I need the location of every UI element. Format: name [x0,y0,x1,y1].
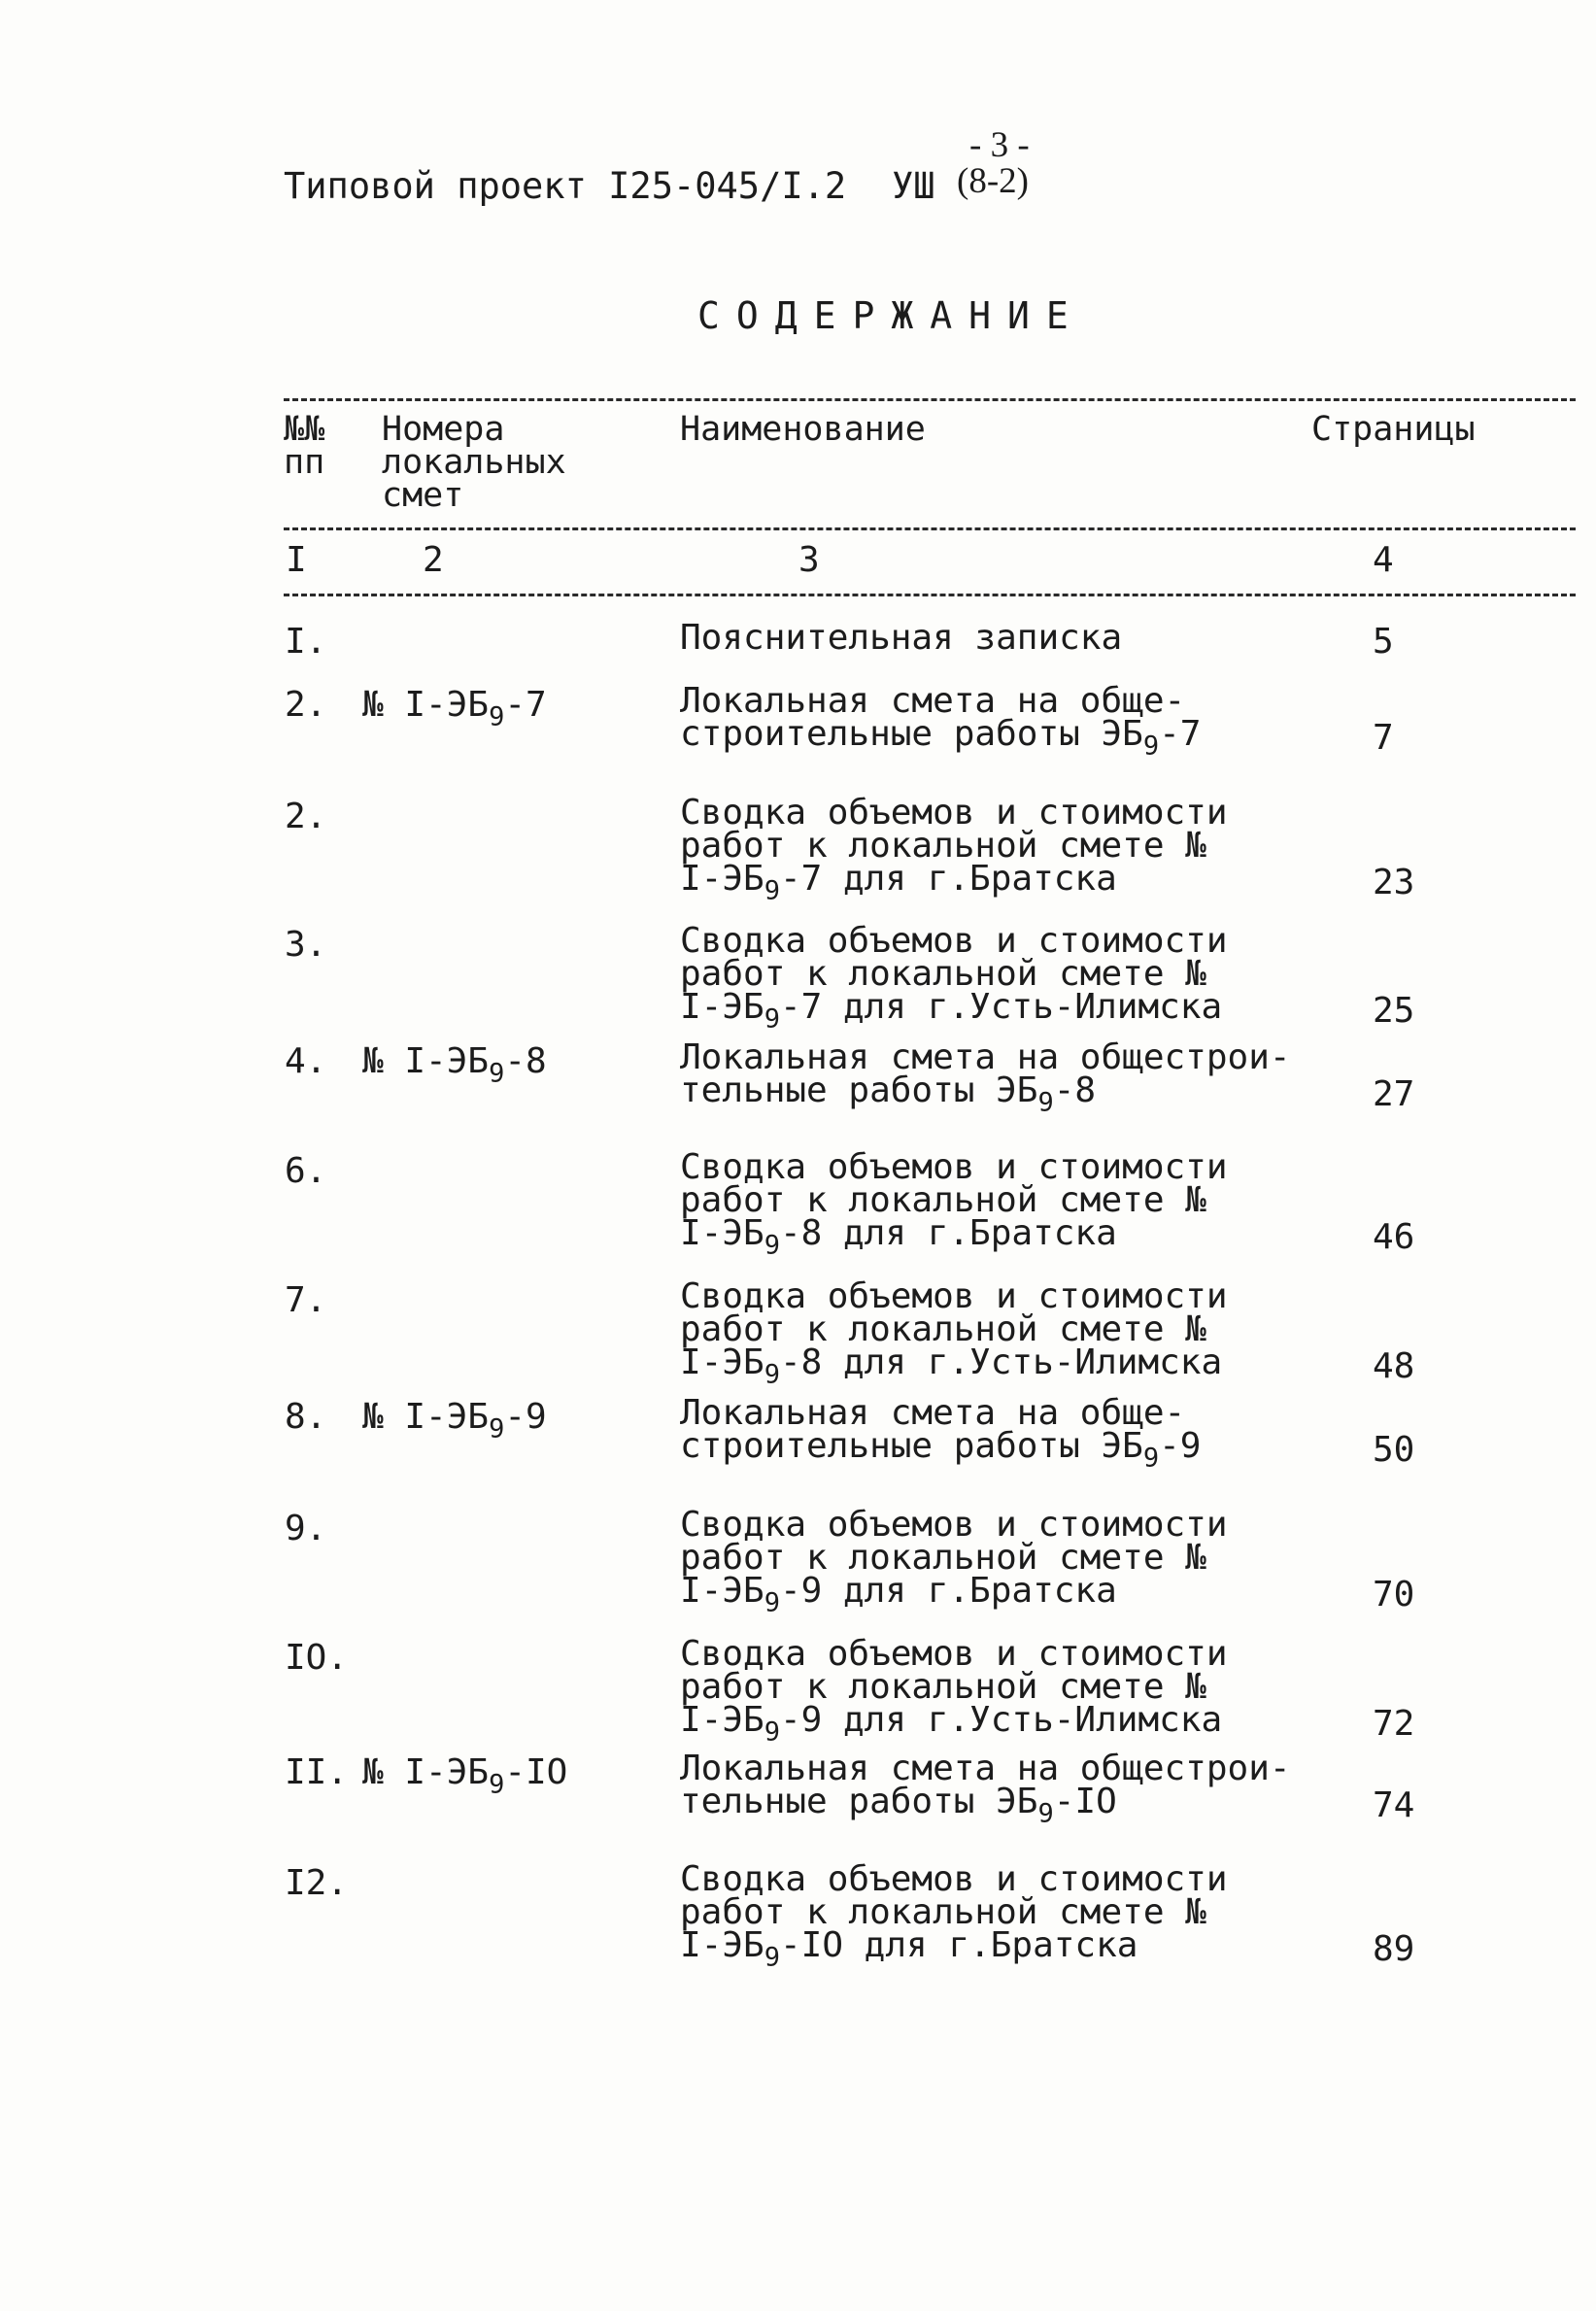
item-name-line: тельные работы $ЭБ_9-8$ [680,1071,1097,1118]
row-number: I2. [285,1863,349,1903]
item-name-line: работ к локальной смете № [680,1538,1206,1578]
item-name-line: $I-ЭБ_9-7$ для г.Усть-Илимска [680,987,1223,1035]
page-number-cell: 25 [1373,991,1415,1031]
item-name [680,1505,1228,1618]
column-number-2: 2 [423,540,444,580]
row-number: II. [285,1752,349,1792]
page-number-cell: 23 [1373,863,1415,902]
item-name-line: $I-ЭБ_9-8$ для г.Усть-Илимска [680,1342,1223,1390]
row-number: I. [285,622,327,662]
row-number: 4. [285,1041,327,1081]
page-number: - 3 - [969,125,1030,165]
header-col2: Номера локальных смет [382,410,566,515]
page-number-cell: 89 [1373,1929,1415,1969]
page-number-cell: 46 [1373,1217,1415,1257]
row-number: 6. [285,1151,327,1191]
row-number: 2. [285,685,327,725]
item-name [680,681,1202,762]
item-name-line: Пояснительная записка [680,618,1123,658]
page-number-cell: 72 [1373,1704,1415,1744]
column-number-1: I [286,540,307,580]
project-designation: Типовой проект I25-045/I.2 [284,165,847,207]
header-col4: Страницы [1311,410,1476,449]
item-name-line: Сводка объемов и стоимости [680,1147,1228,1187]
item-name [680,1037,1291,1118]
item-name [680,1276,1228,1390]
estimate-number: № $I-ЭБ_9-8$ [362,1041,547,1089]
page-number-cell: 7 [1373,718,1394,758]
page-number-cell: 74 [1373,1785,1415,1825]
column-number-4: 4 [1373,540,1394,580]
item-name-line: Сводка объемов и стоимости [680,1634,1228,1674]
item-name-line: Локальная смета на общестрои- [680,1749,1291,1788]
item-name [680,1634,1228,1748]
row-number: 2. [285,797,327,836]
item-name-line: работ к локальной смете № [680,954,1206,994]
column-number-3: 3 [798,540,820,580]
header-col3: Наименование [680,410,926,449]
item-name-line: Сводка объемов и стоимости [680,1859,1228,1899]
item-name [680,1749,1291,1829]
table-top-rule [284,398,1576,401]
item-name-line: Локальная смета на обще- [680,1393,1186,1433]
row-number: IO. [285,1638,349,1678]
item-name-line: Сводка объемов и стоимости [680,1505,1228,1545]
header-bottom-rule [284,527,1576,530]
item-name [680,1859,1228,1973]
document-title: СОДЕРЖАНИЕ [697,294,1085,337]
item-name-line: $I-ЭБ_9-8$ для г.Братска [680,1213,1117,1261]
item-name [680,1147,1228,1261]
item-name-line: тельные работы $ЭБ_9-IO$ [680,1782,1117,1829]
item-name [680,793,1228,906]
page-number-cell: 5 [1373,622,1394,662]
estimate-number: № $I-ЭБ_9-7$ [362,685,547,732]
item-name-line: $I-ЭБ_9-7$ для г.Братска [680,859,1117,906]
page-number-cell: 27 [1373,1074,1415,1114]
estimate-number: № $I-ЭБ_9-IO$ [362,1752,568,1800]
item-name-line: Сводка объемов и стоимости [680,921,1228,961]
item-name-line: $I-ЭБ_9-9$ для г.Братска [680,1571,1117,1618]
item-name-line: Локальная смета на обще- [680,681,1186,721]
item-name-line: Сводка объемов и стоимости [680,1276,1228,1316]
sheet-reference: (8-2) [957,161,1029,201]
item-name-line: Локальная смета на общестрои- [680,1037,1291,1077]
item-name-line: строительные работы $ЭБ_9-9$ [680,1426,1202,1474]
page-number-cell: 50 [1373,1430,1415,1470]
item-name-line: $I-ЭБ_9-9$ для г.Усть-Илимска [680,1700,1223,1748]
item-name-line: работ к локальной смете № [680,1309,1206,1349]
section-code: УШ [892,165,935,207]
page-number-cell: 48 [1373,1346,1415,1386]
header-col1: №№ пп [284,410,325,482]
item-name-line: работ к локальной смете № [680,1892,1206,1932]
row-number: 7. [285,1280,327,1320]
row-number: 9. [285,1509,327,1548]
item-name-line: работ к локальной смете № [680,826,1206,866]
row-number: 8. [285,1397,327,1437]
item-name-line: работ к локальной смете № [680,1667,1206,1707]
page-number-cell: 70 [1373,1575,1415,1614]
item-name-line: строительные работы $ЭБ_9-7$ [680,714,1202,762]
item-name-line: Сводка объемов и стоимости [680,793,1228,833]
column-numbers-rule [284,594,1576,596]
row-number: 3. [285,925,327,965]
item-name [680,618,1123,658]
item-name [680,1393,1202,1474]
item-name-line: $I-ЭБ_9-IO$ для г.Братска [680,1925,1138,1973]
item-name [680,921,1228,1035]
estimate-number: № $I-ЭБ_9-9$ [362,1397,547,1444]
item-name-line: работ к локальной смете № [680,1180,1206,1220]
